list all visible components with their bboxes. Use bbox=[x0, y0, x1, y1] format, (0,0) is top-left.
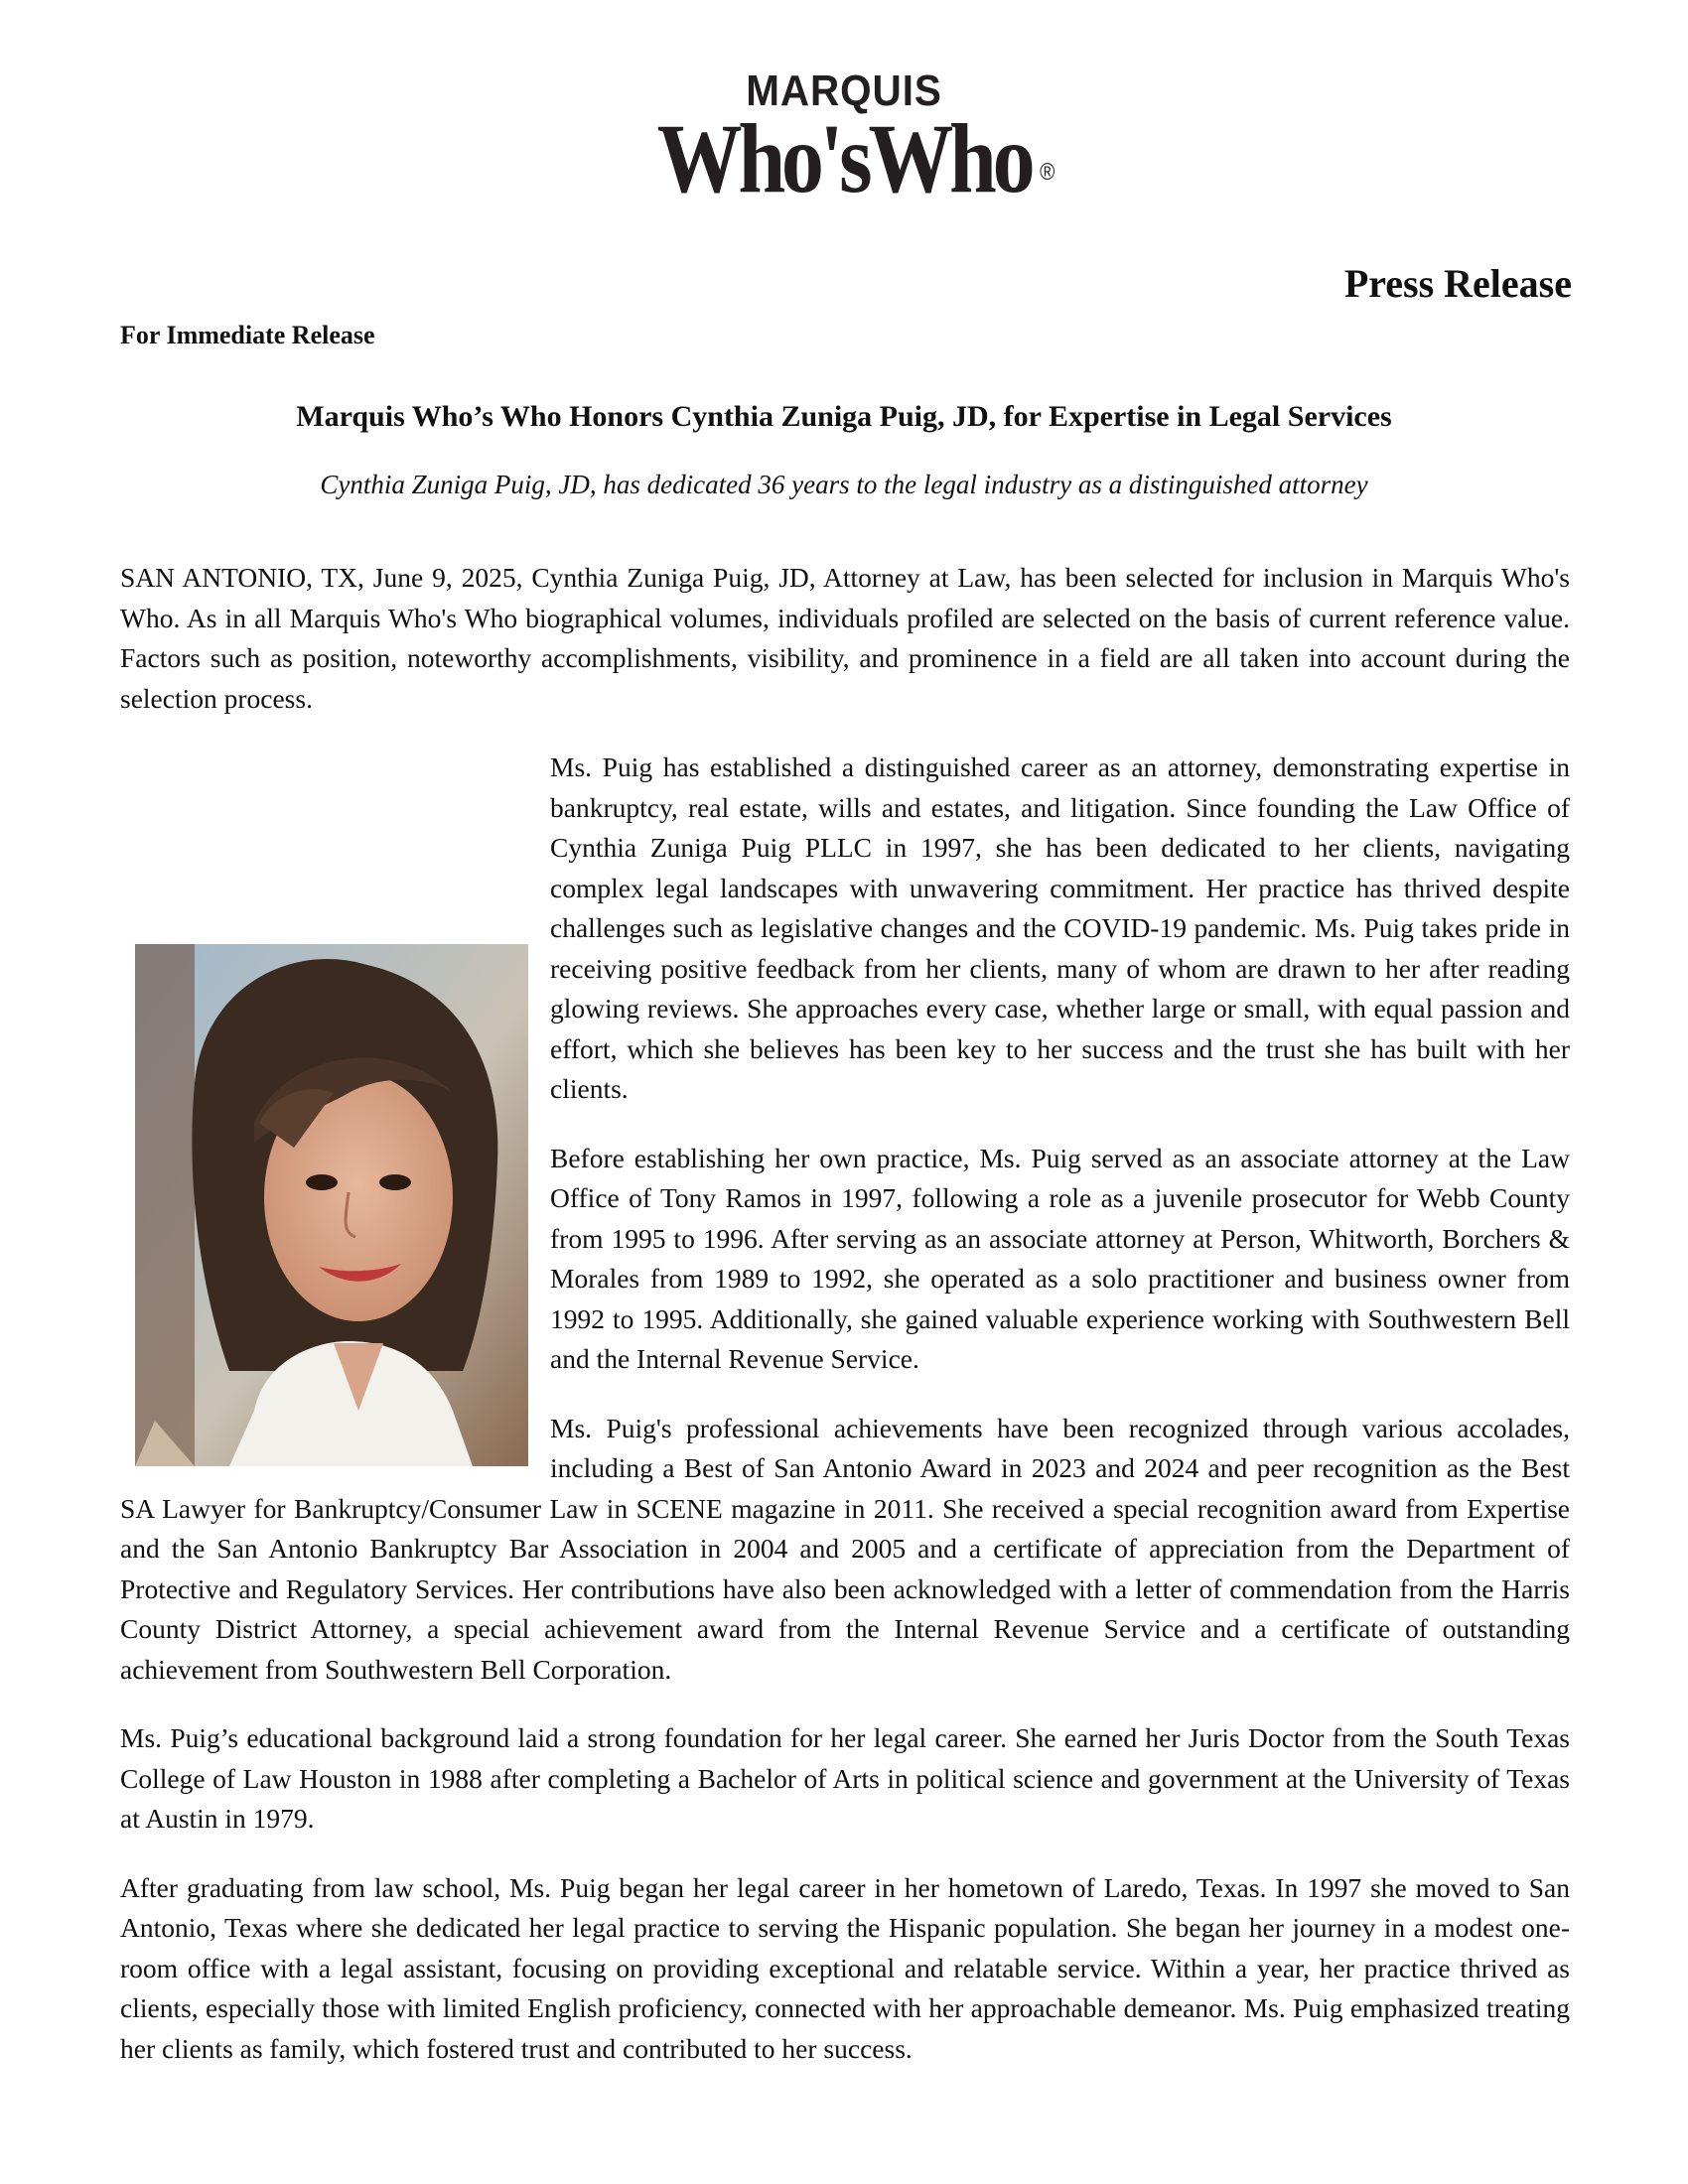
article-body bbox=[120, 558, 1570, 2098]
logo-main-text: Who'sWho bbox=[656, 103, 1032, 213]
marquis-whos-who-logo bbox=[0, 67, 1688, 213]
paragraph-career: Ms. Puig has established a distinguished career as an attorney, demonstrating expertise in bankruptcy, real estate, wills and estates, and litigation. Since founding the Law Office of Cynthia Zuniga Puig PLLC in 1997, she has been dedicated to her clients, navigating complex legal landscapes with unwavering commitment. Her practice has thrived despite challenges such as legislative changes and the COVID-19 pandemic. Ms. Puig takes pride in receiving positive feedback from her clients, many of whom are drawn to her after reading glowing reviews. She approaches every case, whether large or small, with equal passion and effort, which she believes has been key to her success and the trust she has built with her clients. bbox=[550, 751, 1570, 1104]
paragraph-accolades: Ms. Puig's professional achievements have been recognized through various accolades, including a Best of San Antonio Award in 2023 and 2024 and peer recognition as the Best SA Lawyer for Bankruptcy/Consumer Law in SCENE magazine in 2011. She received a special recognition award from Expertise and the San Antonio Bankruptcy Bar Association in 2004 and 2005 and a certificate of appreciation from the Department of Protective and Regulatory Services. Her contributions have also been acknowledged with a letter of commendation from the Harris County District Attorney, a special achievement award from the Internal Revenue Service and a certificate of outstanding achievement from Southwestern Bell Corporation. bbox=[120, 1412, 1570, 1685]
paragraph-education: Ms. Puig’s educational background laid a strong foundation for her legal career. She earned her Juris Doctor from the South Texas College of Law Houston in 1988 after completing a Bachelor of Arts in political science and government at the University of Texas at Austin in 1979. bbox=[120, 1722, 1570, 1834]
registered-mark: ® bbox=[1040, 159, 1055, 186]
paragraph-intro: SAN ANTONIO, TX, June 9, 2025, Cynthia Zuniga Puig, JD, Attorney at Law, has been selected for inclusion in Marquis Who's Who. As in all Marquis Who's Who biographical volumes, individuals profiled are selected on the basis of current reference value. Factors such as position, noteworthy accomplishments, visibility, and prominence in a field are all taken into account during the selection process. bbox=[120, 562, 1570, 714]
headline: Marquis Who’s Who Honors Cynthia Zuniga Puig, JD, for Expertise in Legal Services bbox=[296, 400, 1392, 433]
portrait-photo bbox=[135, 944, 528, 1466]
immediate-release-label: For Immediate Release bbox=[120, 321, 375, 349]
subheadline: Cynthia Zuniga Puig, JD, has dedicated 36 years to the legal industry as a distinguished attorney bbox=[320, 470, 1368, 499]
logo-main-wordmark bbox=[656, 103, 1055, 213]
paragraph-background: After graduating from law school, Ms. Puig began her legal career in her hometown of Laredo, Texas. In 1997 she moved to San Antonio, Texas where she dedicated her legal practice to serving the Hispanic population. She began her journey in a modest one-room office with a legal assistant, focusing on providing exceptional and relatable service. Within a year, her practice thrived as clients, especially those with limited English proficiency, connected with her approachable demeanor. Ms. Puig emphasized treating her clients as family, which fostered trust and contributed to her success. bbox=[120, 1871, 1570, 2064]
paragraph-prior-roles: Before establishing her own practice, Ms. Puig served as an associate attorney at the Law Office of Tony Ramos in 1997, following a role as a juvenile prosecutor for Webb County from 1995 to 1996. After serving as an associate attorney at Person, Whitworth, Borchers & Morales from 1989 to 1992, she operated as a solo practitioner and business owner from 1992 to 1995. Additionally, she gained valuable experience working with Southwestern Bell and the Internal Revenue Service. bbox=[550, 1142, 1570, 1374]
press-release-label: Press Release bbox=[1343, 261, 1572, 306]
logo-top-line: MARQUIS bbox=[746, 67, 942, 115]
